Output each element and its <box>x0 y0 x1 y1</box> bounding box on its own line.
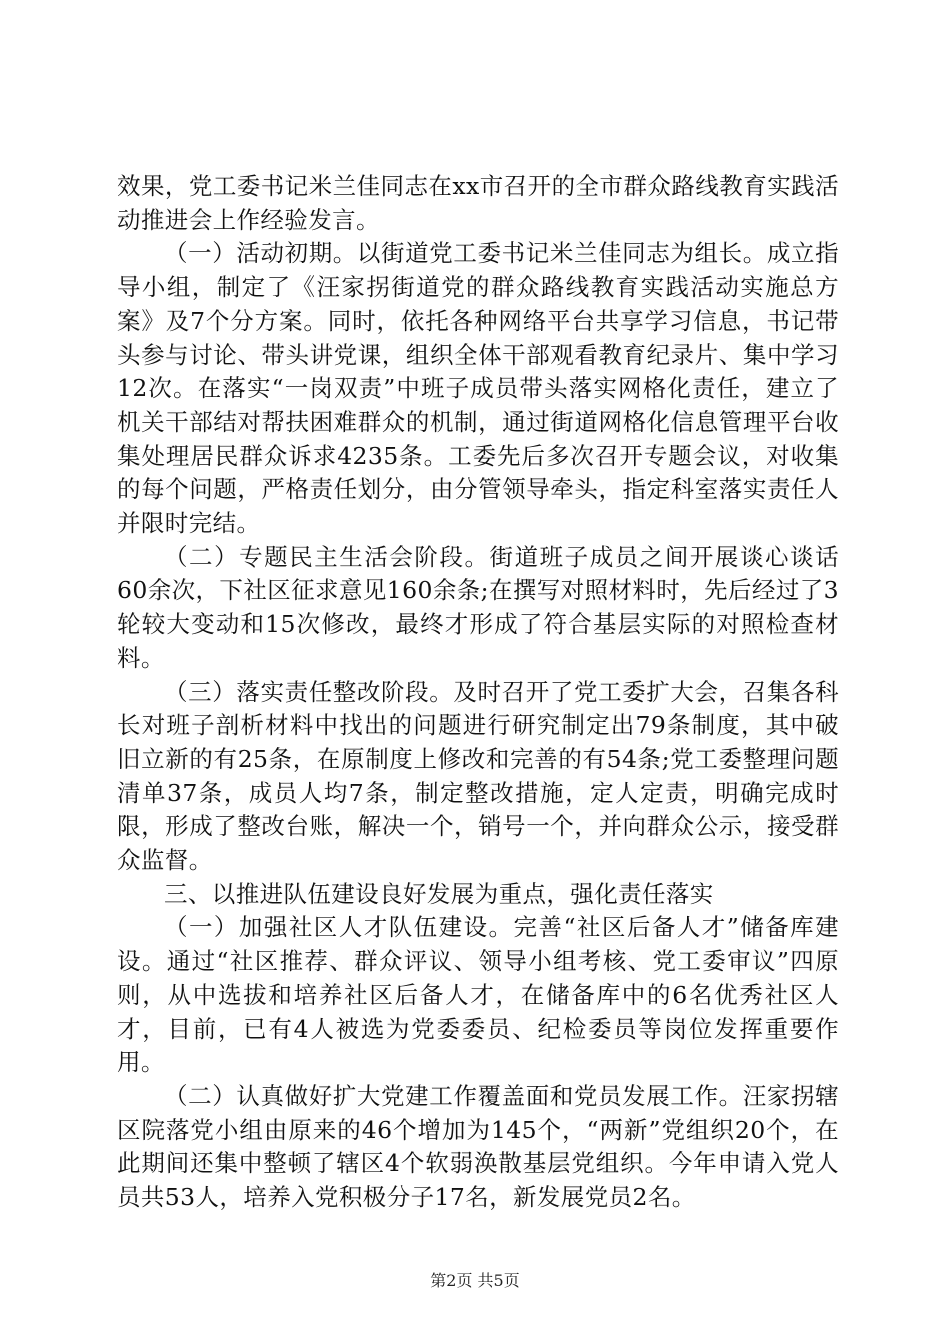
document-body <box>117 170 839 1215</box>
paragraph-continuation: 效果，党工委书记米兰佳同志在xx市召开的全市群众路线教育实践活动推进会上作经验发言。 <box>117 172 839 234</box>
section-heading-three: 三、以推进队伍建设良好发展为重点，强化责任落实 <box>164 879 714 908</box>
paragraph-democratic-meeting: （二）专题民主生活会阶段。街道班子成员之间开展谈心谈话60余次，下社区征求意见160余条;在撰写对照材料时，先后经过了3轮较大变动和15次修改，最终才形成了符合基层实际的对照检查材料。 <box>117 542 839 672</box>
paragraph-activity-initial: （一）活动初期。以街道党工委书记米兰佳同志为组长。成立指导小组，制定了《汪家拐街道党的群众路线教育实践活动实施总方案》及7个分方案。同时，依托各种网络平台共享学习信息，书记带头参与讨论、带头讲党课，组织全体干部观看教育纪录片、集中学习12次。在落实“一岗双责”中班子成员带头落实网格化责任，建立了机关干部结对帮扶困难群众的机制，通过街道网格化信息管理平台收集处理居民群众诉求4235条。工委先后多次召开专题会议，对收集的每个问题，严格责任划分，由分管领导牵头，指定科室落实责任人并限时完结。 <box>117 239 839 538</box>
paragraph-talent-team: （一）加强社区人才队伍建设。完善“社区后备人才”储备库建设。通过“社区推荐、群众评议、领导小组考核、党工委审议”四原则，从中选拔和培养社区后备人才，在储备库中的6名优秀社区人才，目前，已有4人被选为党委委员、纪检委员等岗位发挥重要作用。 <box>117 913 839 1077</box>
paragraph-rectification: （三）落实责任整改阶段。及时召开了党工委扩大会，召集各科长对班子剖析材料中找出的问题进行研究制定出79条制度，其中破旧立新的有25条，在原制度上修改和完善的有54条;党工委整理问题清单37条，成员人均7条，制定整改措施，定人定责，明确完成时限，形成了整改台账，解决一个，销号一个，并向群众公示，接受群众监督。 <box>117 677 839 875</box>
paragraph-party-coverage: （二）认真做好扩大党建工作覆盖面和党员发展工作。汪家拐辖区院落党小组由原来的46个增加为145个，“两新”党组织20个，在此期间还集中整顿了辖区4个软弱涣散基层党组织。今年申请入党人员共53人，培养入党积极分子17名，新发展党员2名。 <box>117 1081 839 1212</box>
page-footer: 第2页 共5页 <box>430 1271 520 1290</box>
